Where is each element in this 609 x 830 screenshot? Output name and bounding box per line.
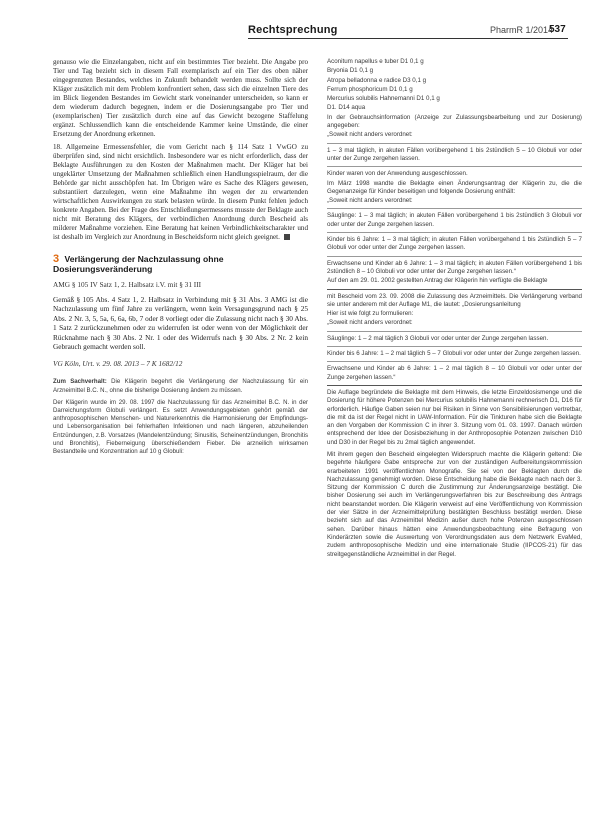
paragraph: Mit ihrem gegen den Bescheid eingelegten Widerspruch machte die Klägerin geltend: Die begehrte häufigere Gabe entspreche zur von der zuständigen Aufbereitungskommission erarbeiteten 1991 veröffentlichten Monografie. Sie sei von der Beklagten durch die Nachzulassung genehmigt worden. Diese Entscheidung habe die Beklagte nach nach der 3. Sitzung der Kommission C durch die Zustimmung zur Änderungsanzeige bestätigt. Die bisher Dosierung sei auch im Verlängerungsverfahren bis zur Beschreibung des Antrags nicht beanstandet worden. Die Klägerin verweist auf eine Veröffentlichung von Kommission der vier Sätze in der Arzneimittelprüfung bestätigten Beschluss bestätigt werden. Diese bezieht sich auf das Arzneimittel Medizin außer durch hohe Potenzen ausgeschlossen sehen. Darüber hinaus hätten eine Anwendungsbeobachtung eine Befragung von Kinderärzten sowie die Auswertung von Verordnungsdaten aus dem Netzwerk EvaMed, zudem anthroposophische Medizin und eine internationale Studie (IIPCOS-21) für das streitgegenständliche Arzneimittel in der Regel. [327, 450, 582, 558]
right-column [327, 58, 582, 560]
paragraph: genauso wie die Einzelangaben, nicht auf ein bestimmtes Tier bezieht. Die Angabe pro Tier und Tag bezieht sich in diesem Fall exemplarisch auf ein Tier des oben näher eingegrenzten Bestandes, welches in Zukunft behandelt werden muss. Sollte sich der Kläger zusätzlich mit dem Problem konfrontiert sehen, dass sich die einzelnen Tiere des im Blick liegenden Bestandes im Gewicht stark voneinander unterscheiden, so kann er dem wiederum dadurch begegnen, indem er die Dosierungsangabe pro Tier und (exemplarischen) Tier zusätzlich durch eine auf das Gewicht bezogene Staffelung ergänzt. Schlussendlich kann die entscheidende Kammer keine Umstände, die einer Ersetzung der Anordnung erkennen. [53, 58, 308, 138]
divider [327, 361, 582, 362]
section-number: 3 [53, 253, 60, 265]
quote-line: Erwachsene und Kinder ab 6 Jahre: 1 – 2 mal täglich 8 – 10 Globuli vor oder unter der Zunge zergehen lassen.“ [327, 365, 582, 381]
section-title: Verlängerung der Nachzulassung ohne Dosierungsveränderung [53, 254, 224, 274]
divider [327, 331, 582, 332]
ingredient-line: Atropa belladonna e radice D3 0,1 g [327, 76, 427, 84]
quote-line: Säuglinge: 1 – 2 mal täglich 3 Globuli vor oder unter der Zunge zergehen lassen. [327, 334, 549, 342]
legal-reference: AMG § 105 IV Satz 1, 2. Halbsatz i.V. mit § 31 III [53, 280, 202, 289]
paragraph: Die Auflage begründete die Beklagte mit dem Hinweis, die letzte Einzeldosismenge und die Dosierung für höhere Potenzen bei Mercurius solubilis Hahnemanni rechnerisch D1, D16 für erforderlich. Häufige Gaben seien nur bei Risiken in Sinne von Sensibilisierungen vertretbar, die mit da ist der Regel nicht in UAW-Information. Für die Tinkturen habe sich die Beklagte an den Vorgaben der Kommission C in ihrer 3. Sitzung vom 01. 03. 1997. Danach würden entsprechend der Idee der Dosisbeziehung in der Anthroposophie Potenzen zwischen D10 und D30 in der Regel bis zu 2mal täglich angewendet. [327, 388, 582, 446]
divider [327, 385, 582, 386]
quote-line: Hier ist wie folgt zu formulieren: [327, 310, 414, 318]
paragraph: Der Klägerin wurde im 29. 08. 1997 die Nachzulassung für das Arzneimittel B.C. N. in der Darreichungsform Globuli verlängert. Es setzt Anwendungsgebieten gehört gemäß der anthroposophischen Menschen- und Naturerkenntnis die Harmonisierung der Empfindungs- und Lebensorganisation bei fehlerhaften Infektionen und nach längeren, abzuheilenden Entzündungen, z.B. Vorsatzes (Mandelentzündung; Sinusitis, Scheinentzündungen, Bronchitis und Bronchitis), Fieberneigung überschießendem Fieber. Die arzneilich wirksamen Bestandteile und Konzentration auf 10 g Globuli: [53, 398, 308, 456]
divider [327, 232, 582, 233]
ingredient-line: Mercurius solubilis Hahnemanni D1 0,1 g [327, 95, 440, 103]
headnote: Gemäß § 105 Abs. 4 Satz 1, 2. Halbsatz in Verbindung mit § 31 Abs. 3 AMG ist die Nachzulassung um fünf Jahre zu verlängern, wenn kein Versagungsgrund nach § 25 Abs. 2 Nr. 3, 5, 5a, 6, 6a, 6b, 7 oder 8 vorliegt oder die Zulassung nicht nach § 30 Abs. 1 Satz 2 zurückzunehmen oder zu widerrufen ist oder wenn von der Möglichkeit der Rücknahme nach § 30 Abs. 2 Nr. 1 oder des Widerrufs nach § 30 Abs. 2 Nr. 2 kein Gebrauch gemacht werden soll. [53, 295, 308, 352]
left-column [53, 58, 308, 457]
paragraph [53, 143, 308, 242]
section-heading [53, 254, 308, 274]
quote-line: Kinder bis 6 Jahre: 1 – 3 mal täglich; in akuten Fällen vorübergehend 1 bis 2stündlich 5 – 7 Globuli vor oder unter der Zunge zergehen lassen. [327, 236, 582, 252]
ingredient-line: D1. D14 aqua [327, 104, 366, 112]
court-reference: VG Köln, Urt. v. 29. 08. 2013 – 7 K 1682/12 [53, 359, 183, 369]
quote-line: Kinder waren von der Anwendung ausgeschlossen. [327, 170, 468, 178]
divider [327, 166, 582, 167]
facts-intro [53, 378, 308, 394]
divider [327, 208, 582, 209]
paragraph: mit Bescheid vom 23. 09. 2008 die Zulassung des Arzneimittels. Die Verlängerung verband sie unter anderem mit der Auflage M1, die lautet: „Dosierungsanleitung [327, 292, 582, 308]
quote-line: „Soweit nicht anders verordnet: [327, 131, 413, 139]
paragraph: Auf den am 29. 01. 2002 gestellten Antrag der Klägerin hin verfügte die Beklagte [327, 277, 548, 285]
quote-line: Säuglinge: 1 – 3 mal täglich; in akuten Fällen vorübergehend 1 bis 2stündlich 3 Globuli vor oder unter der Zunge zergehen lassen. [327, 212, 582, 228]
facts-label: Zum Sachverhalt: [53, 378, 107, 386]
journal-reference: PharmR 1/2014 [490, 25, 554, 35]
divider [327, 256, 582, 257]
quote-line: 1 – 3 mal täglich, in akuten Fällen vorübergehend 1 bis 2stündlich 5 – 10 Globuli vor oder unter der Zunge zergehen lassen. [327, 146, 582, 162]
facts-text: Die Klägerin begehrt die Verlängerung der Nachzulassung für ein Arzneimittel B.C. N., ohne die bisherige Dosierung ändern zu müssen. [53, 378, 308, 394]
ingredient-line: Aconitum napellus e tuber D1 0,1 g [327, 58, 424, 65]
quote-line: Erwachsene und Kinder ab 6 Jahre: 1 – 3 mal täglich; in akuten Fällen vorübergehend 1 bis 2stündlich 8 – 10 Globuli vor oder unter der Zunge zergehen lassen.“ [327, 259, 582, 275]
page-header [0, 24, 609, 40]
divider [327, 346, 582, 347]
paragraph-text: 18. Allgemeine Ermessensfehler, die vom Gericht nach § 114 Satz 1 VwGO zu überprüfen sind, sind nicht ersichtlich. Insbesondere war es nicht erforderlich, dass der Beklagte Ausführungen zu den Kosten der Maßnahmen macht. Der Kläger hat bei ungeklärter Umsetzung der Maßnahmen schließlich einen Handlungsspielraum, der die Behörde gar nicht ausschöpfen hat. Im Übrigen wäre es Sache des Klägers gewesen, substantiiert darzulegen, wenn eine Maßnahme ihn wegen der zu erwartenden wirtschaftlichen Auswirkungen zu stark belasten würde. In diesem Punkt fehlen jedoch konkrete Angaben. Bei der Frage des Entschließungsermessens musste der Beklagte auch nicht mit Beratung des Klägers, der verbindlichen Anordnung durch Bescheid als milderer Maßnahme vorziehen. Eine Beratung hat keinen Verbindlichkeitscharakter und ist deshalb im Vergleich zur Anordnung in Bescheidsform nicht gleich geeignet. [53, 143, 308, 241]
quote-line: „Soweit nicht anders verordnet: [327, 319, 413, 327]
ingredient-line: Bryonia D1 0,1 g [327, 67, 374, 75]
section-header-title: Rechtsprechung [248, 24, 338, 36]
divider [327, 143, 582, 144]
page-number: 537 [549, 24, 566, 35]
ingredient-line: Ferrum phosphoricum D1 0,1 g [327, 85, 413, 93]
header-rule [248, 38, 568, 39]
quote-line: Kinder bis 6 Jahre: 1 – 2 mal täglich 5 – 7 Globuli vor oder unter der Zunge zergehen lassen. [327, 350, 581, 358]
paragraph: Im März 1998 wandte die Beklagte einen Änderungsantrag der Klägerin zu, die die Gegenanzeige für Kinder beseitigen und folgende Dosierung enthält: [327, 179, 582, 195]
end-mark-icon [284, 234, 290, 240]
quote-line: In der Gebrauchsinformation (Anzeige zur Zulassungsbearbeitung und zur Dosierung) angegeben: [327, 113, 582, 130]
quote-line: „Soweit nicht anders verordnet: [327, 197, 413, 205]
divider [327, 289, 582, 290]
